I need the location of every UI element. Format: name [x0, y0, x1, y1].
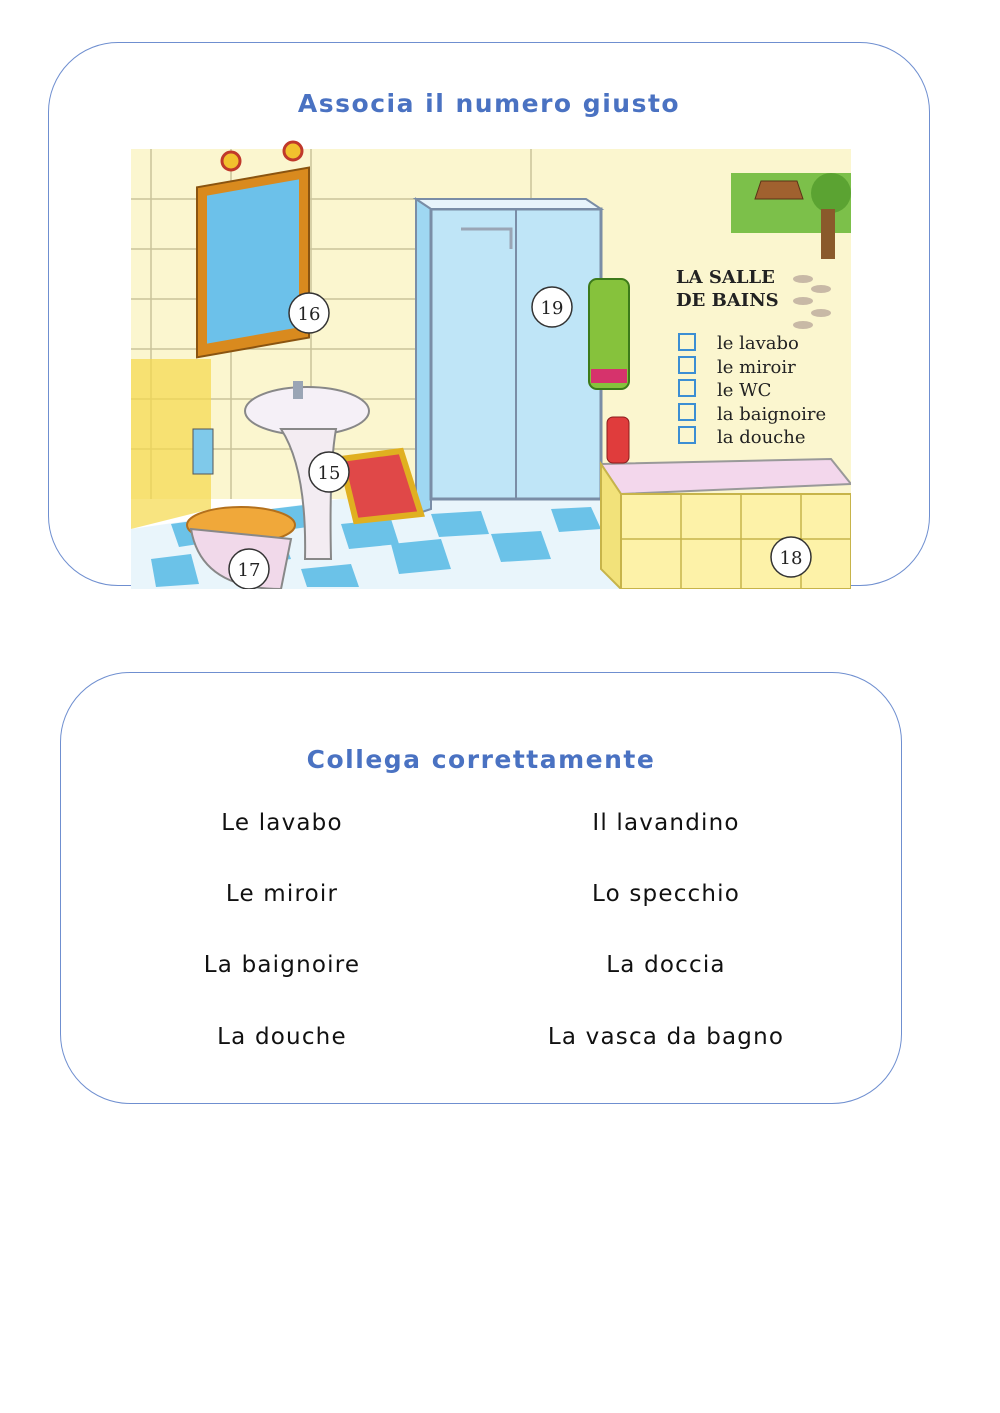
callout-number: 18: [779, 548, 803, 569]
callout-15: [309, 452, 349, 492]
mirror-glass: [207, 179, 299, 343]
left-word[interactable]: Le miroir: [225, 881, 339, 907]
left-word[interactable]: La douche: [217, 1024, 347, 1050]
shower-side: [416, 199, 431, 514]
legend-item: la douche: [717, 427, 806, 448]
sink-basin: [245, 387, 369, 435]
shampoo-bottle: [607, 417, 629, 463]
callout-number: 19: [540, 298, 564, 319]
tree-leaves: [811, 173, 851, 213]
legend-item: le lavabo: [717, 333, 799, 354]
right-word[interactable]: La vasca da bagno: [547, 1024, 785, 1050]
legend-item: la baignoire: [717, 404, 827, 425]
callout-19: [532, 287, 572, 327]
right-word[interactable]: La doccia: [606, 952, 726, 978]
mirror-lamp-left: [222, 152, 240, 170]
callout-17: [229, 549, 269, 589]
activity-card-2: [60, 672, 902, 1104]
right-word[interactable]: Il lavandino: [592, 810, 740, 836]
activity-title-2: Collega correttamente: [306, 745, 656, 774]
left-word[interactable]: Le lavabo: [221, 810, 343, 836]
legend-item: le miroir: [717, 357, 796, 378]
legend-title-line1: LA SALLE: [676, 267, 775, 288]
sink-tap: [293, 381, 303, 399]
callout-16: [289, 293, 329, 333]
tree-house: [755, 181, 803, 199]
callout-18: [771, 537, 811, 577]
towel-stripe: [591, 369, 627, 383]
tree-trunk: [821, 209, 835, 259]
bathroom-illustration: [131, 129, 851, 589]
legend-item: le WC: [717, 380, 772, 401]
left-word[interactable]: La baignoire: [203, 952, 361, 978]
right-word[interactable]: Lo specchio: [591, 881, 741, 907]
callout-number: 15: [317, 463, 341, 484]
legend-title-line2: DE BAINS: [676, 290, 779, 311]
activity-card-1: [48, 42, 930, 586]
activity-title-1: Associa il numero giusto: [297, 89, 681, 118]
callout-number: 16: [297, 304, 321, 325]
bathtub-side: [621, 494, 851, 589]
callout-number: 17: [237, 560, 261, 581]
mirror-lamp-right: [284, 142, 302, 160]
shower-top: [416, 199, 601, 209]
toilet-paper: [193, 429, 213, 474]
